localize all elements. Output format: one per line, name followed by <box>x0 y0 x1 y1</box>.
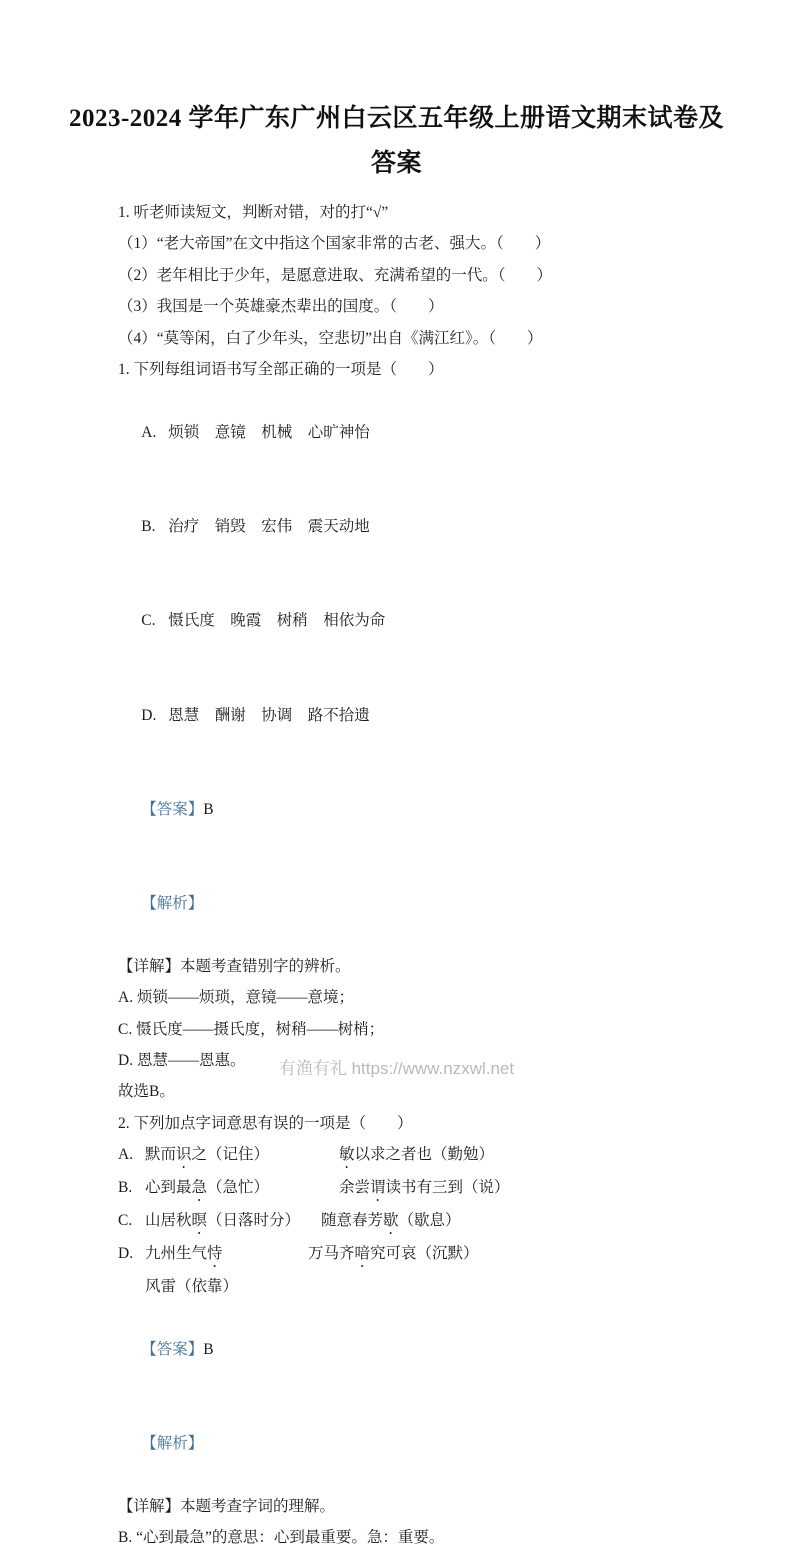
q2-option-b-phrase-2 <box>339 1172 510 1205</box>
phrase-text: 默而 <box>145 1146 177 1164</box>
listening-item-3: （3）我国是一个英雄豪杰辈出的国度。（ ） <box>118 298 444 316</box>
phrase-text: （日落时分） <box>207 1212 301 1230</box>
q1-analysis-label: 【解析】 <box>141 894 204 912</box>
q2-option-c-phrase-2 <box>321 1205 461 1238</box>
phrase-text: 随意春芳 <box>321 1212 384 1230</box>
dotted-char: 暝 <box>191 1212 208 1230</box>
q1-option-c-text: 慑氏度 晚霞 树稍 相依为命 <box>168 612 386 630</box>
phrase-text: 究可哀（沉默） <box>370 1245 479 1263</box>
q1-option-b-text: 治疗 销毁 宏伟 震天动地 <box>168 518 370 536</box>
q2-option-a <box>118 1139 693 1172</box>
q1-conclusion: 故选B。 <box>118 1083 175 1101</box>
dotted-char: 喑 <box>354 1245 371 1263</box>
q2-explanation-b: B. “心到最急”的意思：心到最重要。急：重要。 <box>118 1529 445 1547</box>
q2-option-a-label: A. <box>118 1146 134 1164</box>
q1-option-c-label: C. <box>141 612 156 630</box>
listening-stem: 1. 听老师读短文，判断对错，对的打“√” <box>118 204 389 221</box>
q2-answer-label: 【答案】 <box>141 1341 204 1358</box>
q2-option-a-phrase-1 <box>145 1139 339 1172</box>
dotted-char: 谓 <box>370 1179 386 1197</box>
q2-option-c-phrase-1 <box>145 1205 321 1238</box>
q2-answer-value: B <box>203 1341 214 1358</box>
phrase-text: 之（记住） <box>191 1146 270 1164</box>
q2-option-b-label: B. <box>118 1179 133 1197</box>
q2-option-c-label: C. <box>118 1212 133 1230</box>
q1-option-d-label: D. <box>141 706 157 724</box>
q2-option-c <box>118 1205 693 1238</box>
q1-answer-value: B <box>203 800 214 818</box>
phrase-text: 读书有三到（说） <box>385 1179 510 1197</box>
q1-option-d <box>118 668 693 762</box>
dotted-char: 识 <box>176 1146 192 1164</box>
q1-answer-line <box>118 762 693 856</box>
watermark-text: 有渔有礼 https://www.nzxwl.net <box>278 1059 515 1078</box>
exam-title-line-2: 答案 <box>370 150 422 177</box>
q1-option-a-label: A. <box>141 423 157 441</box>
phrase-text: 心到最 <box>145 1179 192 1197</box>
q1-option-a <box>118 385 693 479</box>
q1-explanation-c: C. 慑氏度——摄氏度，树稍——树梢； <box>118 1020 385 1038</box>
listening-item-1: （1）“老大帝国”在文中指这个国家非常的古老、强大。（ ） <box>118 235 551 253</box>
dotted-char: 急 <box>191 1179 208 1197</box>
phrase-text: 以求之者也（勤勉） <box>354 1146 495 1164</box>
q2-option-d <box>118 1238 693 1302</box>
q2-stem: 2. 下列加点字词意思有误的一项是（ ） <box>118 1114 413 1132</box>
q2-option-b-phrase-1 <box>145 1172 339 1205</box>
q2-option-b <box>118 1172 693 1205</box>
q1-explanation-d: D. 恩慧——恩惠。 <box>118 1051 246 1069</box>
q1-option-b <box>118 480 693 574</box>
phrase-text: 万马齐 <box>308 1245 355 1263</box>
listening-item-4: （4）“莫等闲，白了少年头，空悲切”出自《满江红》。（ ） <box>118 329 543 347</box>
q1-explanation-a: A. 烦锁——烦琐，意镜——意境； <box>118 989 354 1007</box>
q1-option-a-text: 烦锁 意镜 机械 心旷神怡 <box>168 423 370 441</box>
listening-item-2: （2）老年相比于少年，是愿意进取、充满希望的一代。（ ） <box>118 266 553 284</box>
exam-title-line-1: 2023-2024 学年广东广州白云区五年级上册语文期末试卷及 <box>68 105 725 132</box>
phrase-text: 九州生气 <box>145 1245 208 1263</box>
q1-stem: 1. 下列每组词语书写全部正确的一项是（ ） <box>118 361 444 379</box>
phrase-text: 风雷（依靠） <box>145 1278 239 1296</box>
dotted-char: 恃 <box>207 1245 223 1263</box>
site-watermark <box>0 1057 793 1081</box>
exam-body <box>118 197 693 1554</box>
dotted-char: 歇 <box>383 1212 399 1230</box>
q2-option-d-phrase-1 <box>145 1238 308 1302</box>
q1-option-b-label: B. <box>141 518 156 536</box>
phrase-text: （歇息） <box>398 1212 461 1230</box>
q2-analysis-label: 【解析】 <box>141 1435 204 1453</box>
q1-option-c <box>118 574 693 668</box>
q2-detail-line: 【详解】本题考查字词的理解。 <box>118 1498 336 1516</box>
q1-option-d-text: 恩慧 酬谢 协调 路不拾遗 <box>168 706 370 724</box>
q1-detail-line: 【详解】本题考查错别字的辨析。 <box>118 957 351 975</box>
phrase-text: 余尝 <box>339 1179 371 1197</box>
exam-title <box>60 96 733 186</box>
q2-answer-line <box>118 1303 693 1397</box>
q2-option-a-phrase-2 <box>339 1139 494 1172</box>
q2-option-d-label: D. <box>118 1245 134 1263</box>
q1-analysis-line <box>118 857 693 951</box>
q2-analysis-line <box>118 1397 693 1491</box>
phrase-text: （急忙） <box>207 1179 270 1197</box>
q2-option-d-phrase-2 <box>308 1238 479 1302</box>
dotted-char: 敏 <box>339 1146 355 1164</box>
q1-answer-label: 【答案】 <box>141 800 204 818</box>
phrase-text: 山居秋 <box>145 1212 192 1230</box>
